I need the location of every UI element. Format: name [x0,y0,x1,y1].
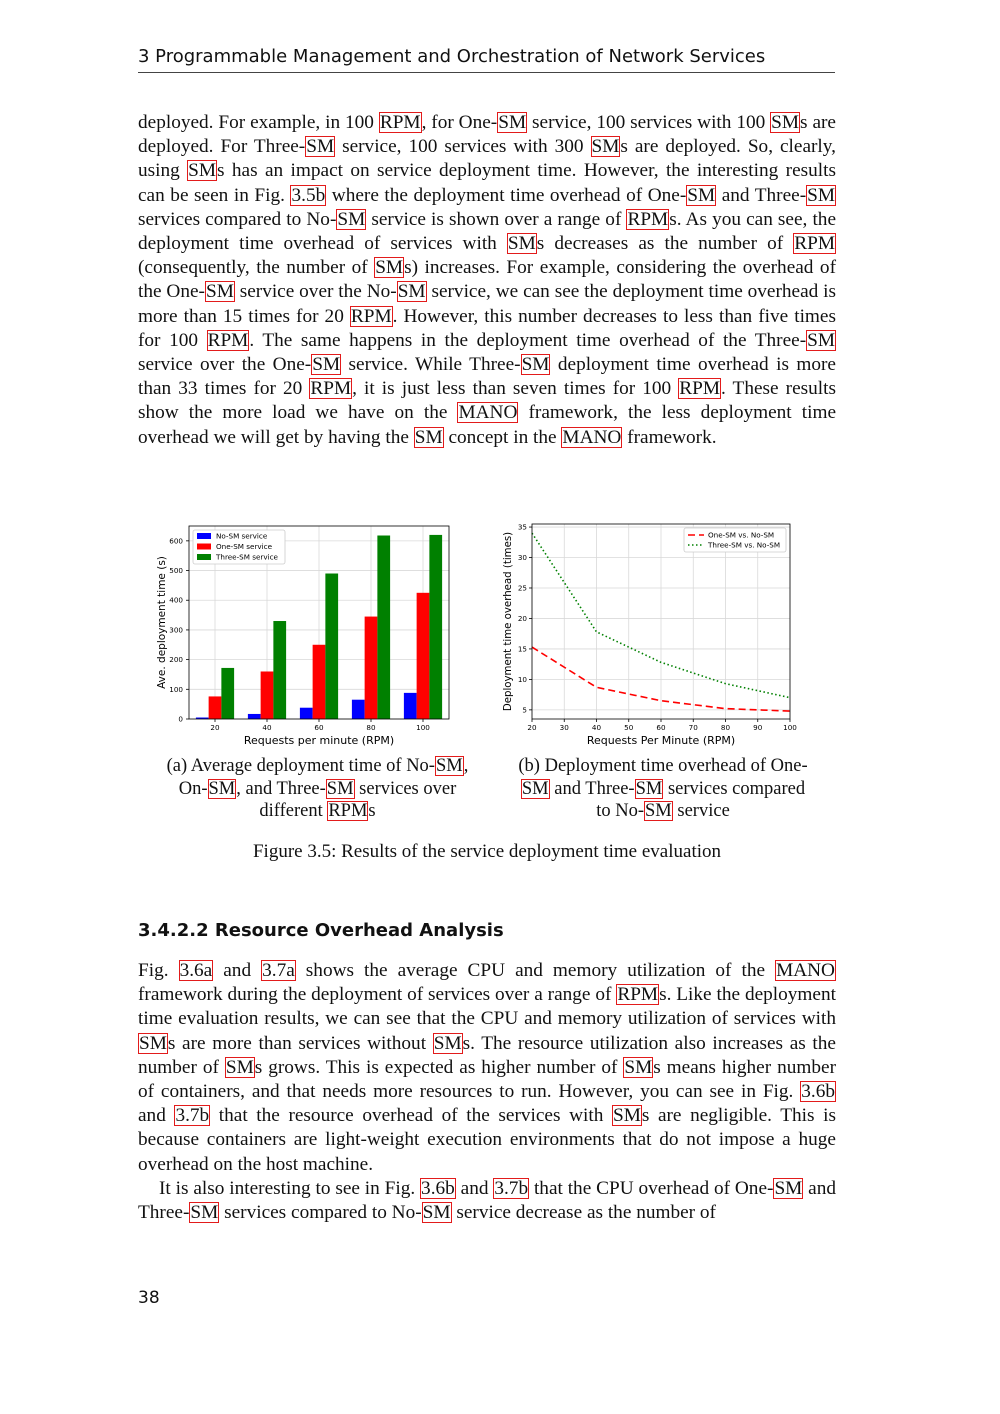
legend-label: One-SM vs. No-SM [708,530,775,540]
x-tick-label: 50 [624,723,634,732]
cross-reference-link[interactable]: 3.5b [291,184,326,206]
cross-reference-link[interactable]: RPM [207,329,249,351]
y-tick-label: 200 [169,655,183,665]
x-tick-label: 80 [720,723,731,732]
bar-three-sm-service [273,621,286,719]
section-heading: 3.4.2.2 Resource Overhead Analysis [138,920,504,941]
y-tick-label: 300 [169,625,183,635]
figure-caption: Figure 3.5: Results of the service deployment time evaluation [252,841,722,862]
y-axis-label: Ave. deployment time (s) [156,556,168,689]
figure-3-5b-panel [498,518,803,755]
bar-one-sm-service [313,645,326,719]
cross-reference-link[interactable]: SM [397,281,426,303]
cross-reference-link[interactable]: MANO [776,960,835,981]
cross-reference-link[interactable]: SM [807,329,835,351]
cross-reference-link[interactable]: SM [771,112,800,133]
x-tick-label: 20 [527,723,537,732]
cross-reference-link[interactable]: SM [326,778,354,799]
y-axis-label: Deployment time overhead (times) [503,531,514,712]
x-tick-label: 60 [656,723,666,732]
legend-swatch [197,554,211,560]
cross-reference-link[interactable]: 3.6b [421,1178,455,1199]
cross-reference-link[interactable]: MANO [458,402,518,424]
legend-label: Three-SM service [216,552,278,562]
x-tick-label: 40 [591,723,602,732]
y-tick-label: 0 [178,714,183,724]
x-tick-label: 90 [753,723,763,732]
bar-one-sm-service [365,617,378,719]
cross-reference-link[interactable]: MANO [562,426,622,448]
cross-reference-link[interactable]: RPM [350,305,392,327]
cross-reference-link[interactable]: SM [645,801,672,821]
cross-reference-link[interactable]: 3.7b [494,1178,529,1199]
cross-reference-link[interactable]: SM [774,1178,803,1199]
cross-reference-link[interactable]: SM [414,426,443,448]
legend-label: No-SM service [216,531,268,541]
cross-reference-link[interactable]: SM [521,778,549,799]
bar-one-sm-service [209,696,222,719]
cross-reference-link[interactable]: RPM [310,378,352,400]
cross-reference-link[interactable]: RPM [379,112,421,133]
cross-reference-link[interactable]: SM [312,354,341,376]
line-chart-deployment-overhead [498,518,803,750]
x-tick-label: 20 [210,723,220,732]
y-tick-label: 100 [169,684,183,694]
paragraph-resource-overhead: Fig. 3.6a and 3.7a shows the average CPU and memory utilization of the MANO framework during the deployment of services over a range of RPMs. Like the deployment time evaluation results, we can see that the CPU and memory utilization of services with SMs are more than services without SMs. The resource utilization also increases as the number of SMs grows. This is expected as higher number of SMs means higher number of containers, and that needs more resources to run. However, you can see in Fig. 3.6b and 3.7b that the resource overhead of the services with SMs are negligible. This is because containers are light-weight execution environments that do not impose a huge overhead on the host machine. [138,960,836,1175]
bar-no-sm-service [248,714,261,719]
bar-one-sm-service [417,593,430,719]
cross-reference-link[interactable]: SM [807,184,835,206]
cross-reference-link[interactable]: RPM [627,208,669,230]
bar-no-sm-service [352,700,365,719]
cross-reference-link[interactable]: 3.6b [801,1081,835,1103]
cross-reference-link[interactable]: SM [624,1056,653,1078]
cross-reference-link[interactable]: SM [337,208,366,230]
x-tick-label: 100 [783,723,797,732]
bar-chart-deployment-time [150,518,470,750]
y-tick-label: 35 [517,522,527,532]
y-tick-label: 30 [517,553,527,563]
cross-reference-link[interactable]: 3.6a [179,960,213,981]
cross-reference-link[interactable]: RPM [794,233,835,255]
cross-reference-link[interactable]: SM [306,136,335,158]
cross-reference-link[interactable]: RPM [679,378,720,400]
cross-reference-link[interactable]: SM [687,184,716,206]
cross-reference-link[interactable]: SM [507,233,536,255]
legend-swatch [197,533,211,539]
bar-one-sm-service [261,671,274,719]
cross-reference-link[interactable]: SM [139,1032,167,1054]
bar-no-sm-service [300,708,313,719]
cross-reference-link[interactable]: SM [612,1105,641,1127]
legend-swatch [197,544,211,550]
x-tick-label: 100 [416,723,430,732]
cross-reference-link[interactable]: SM [422,1202,451,1224]
running-header: 3 Programmable Management and Orchestration of Network Services [138,46,835,73]
figure-3-5a-panel [150,518,470,755]
x-tick-label: 40 [262,723,272,732]
bar-three-sm-service [325,574,338,719]
paragraph-deployment-results: deployed. For example, in 100 RPM, for One-SM service, 100 services with 100 SMs are deployed. For Three-SM service, 100 services with 300 SMs are deployed. So, clearly, using SMs has an impact on service deployment time. However, the interesting results can be seen in Fig. 3.5b where the deployment time overhead of One-SM and Three-SM services compared to No-SM service is shown over a range of RPMs. As you can see, the deployment time overhead of services with SMs decreases as the number of RPM (consequently, the number of SMs) increases. For example, considering the overhead of the One-SM service over the No-SM service, we can see the deployment time overhead is more than 15 times for 20 RPM. However, this number decreases to less than five times for 100 RPM. The same happens in the deployment time overhead of the Three-SM service over the One-SM service. While Three-SM deployment time overhead is more than 33 times for 20 RPM, it is just less than seven times for 100 RPM. These results show the more load we have on the MANO framework, the less deployment time overhead we will get by having the SM concept in the MANO framework. [138,112,837,448]
cross-reference-link[interactable]: SM [375,257,404,279]
cross-reference-link[interactable]: RPM [617,984,659,1006]
cross-reference-link[interactable]: SM [188,160,217,182]
legend-label: One-SM service [216,542,273,551]
cross-reference-link[interactable]: SM [521,354,550,376]
bar-no-sm-service [404,693,417,719]
y-tick-label: 400 [169,595,183,605]
x-axis-label: Requests Per Minute (RPM) [586,734,736,747]
bar-three-sm-service [429,535,442,719]
subcaption-a: (a) Average deployment time of No-SM, On-SM, and Three-SM services over different RPMs [166,756,469,821]
cross-reference-link[interactable]: 3.7b [175,1105,210,1127]
x-tick-label: 70 [688,723,698,732]
cross-reference-link[interactable]: SM [635,778,663,799]
cross-reference-link[interactable]: SM [435,756,463,776]
legend-label: Three-SM vs. No-SM [708,540,781,550]
cross-reference-link[interactable]: SM [208,778,236,799]
y-tick-label: 15 [517,644,527,654]
y-tick-label: 25 [517,583,527,593]
y-tick-label: 600 [169,536,183,546]
cross-reference-link[interactable]: SM [498,112,527,133]
cross-reference-link[interactable]: SM [591,136,620,158]
cross-reference-link[interactable]: 3.7a [262,960,295,981]
x-tick-label: 30 [559,723,569,732]
cross-reference-link[interactable]: SM [433,1032,462,1054]
paragraph-cpu-overhead: It is also interesting to see in Fig. 3.6b and 3.7b that the CPU overhead of One-SM and Three-SM services compared to No-SM service decrease as the number of [138,1178,837,1224]
y-tick-label: 5 [522,705,527,715]
x-axis-label: Requests per minute (RPM) [243,734,395,747]
cross-reference-link[interactable]: RPM [328,801,368,821]
cross-reference-link[interactable]: SM [190,1202,219,1224]
y-tick-label: 10 [517,674,527,684]
cross-reference-link[interactable]: SM [205,281,234,303]
bar-three-sm-service [221,668,234,719]
page-number: 38 [138,1288,160,1308]
y-tick-label: 20 [517,613,527,623]
bar-three-sm-service [377,536,390,719]
y-tick-label: 500 [169,566,183,576]
subcaption-b: (b) Deployment time overhead of One-SM and Three-SM services compared to No-SM service [518,756,808,821]
cross-reference-link[interactable]: SM [225,1056,254,1078]
x-tick-label: 80 [366,723,376,732]
x-tick-label: 60 [314,723,324,732]
